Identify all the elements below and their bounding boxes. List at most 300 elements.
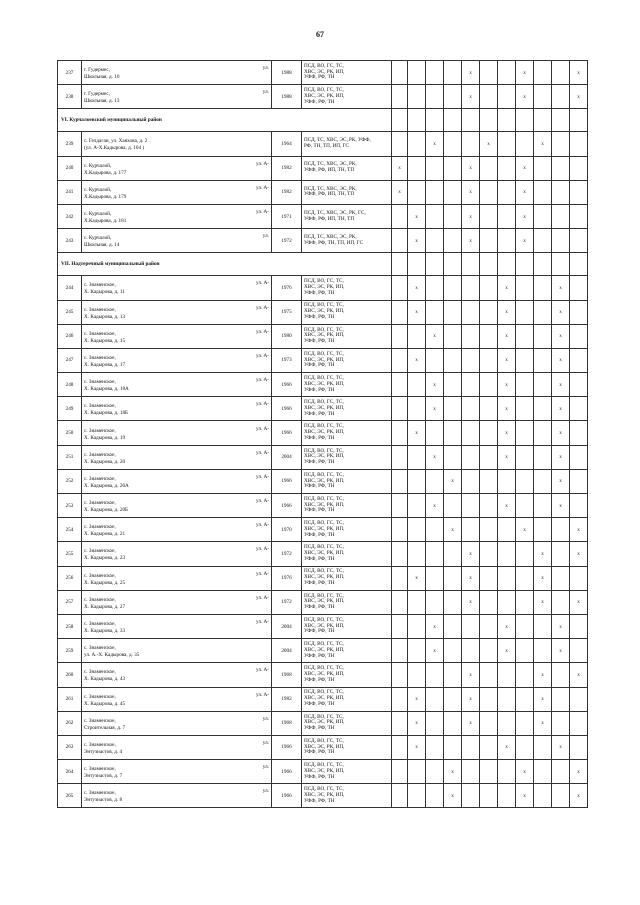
works-line: ХВС, ЭС, РК, ИП, — [304, 308, 345, 315]
build-year: 1976 — [272, 276, 302, 300]
year-mark-cell — [534, 276, 552, 300]
address-line-2: Энтузиастов, д. 7 — [84, 773, 123, 780]
year-mark-cell — [462, 397, 480, 421]
year-mark-cell — [498, 204, 516, 228]
address-cell — [82, 590, 272, 614]
year-mark-cell — [426, 204, 444, 228]
year-mark-cell: х — [534, 711, 552, 735]
year-mark-cell — [480, 204, 498, 228]
works-line: УФФ, РФ, ТН — [304, 386, 335, 393]
year-mark-cell — [408, 85, 426, 109]
address-line-2: Х. Кадырова, д. 20А — [84, 482, 129, 489]
year-mark-cell — [516, 542, 534, 566]
works-line: УФФ, РФ, ТН — [304, 362, 335, 369]
year-mark-cell — [444, 590, 462, 614]
empty-cell — [408, 109, 426, 132]
year-mark-cell: х — [462, 180, 480, 204]
year-mark-cell — [552, 156, 570, 180]
year-mark-cell — [408, 156, 426, 180]
year-mark-cell: х — [516, 85, 534, 109]
street-type: ул. А- — [255, 619, 269, 626]
table-row — [58, 687, 588, 711]
year-mark-cell: х — [552, 735, 570, 759]
empty-cell — [392, 253, 408, 276]
address — [82, 615, 271, 638]
empty-cell — [552, 109, 570, 132]
works-list — [302, 276, 392, 300]
year-mark-cell — [444, 132, 462, 156]
works-line: ПСД, ВО, ГС, ТС, — [304, 520, 344, 527]
works-line: ПСД, ВО, ГС, ТС, — [304, 423, 344, 430]
works-line: ХВС, ЭС, РК, ИП, — [304, 550, 345, 557]
address-cell — [82, 324, 272, 348]
year-mark-cell — [444, 542, 462, 566]
works-line: ПСД, ВО, ГС, ТС, — [304, 641, 344, 648]
year-mark-cell: х — [426, 373, 444, 397]
table-row — [58, 324, 588, 348]
street-type: ул. А- — [255, 280, 269, 287]
section-header-row — [58, 253, 588, 276]
year-mark-cell: х — [462, 61, 480, 85]
empty-cell — [444, 109, 462, 132]
address — [82, 61, 271, 84]
address-cell — [82, 180, 272, 204]
table-row — [58, 784, 588, 808]
street-type: ул. А- — [255, 425, 269, 432]
works-list — [302, 300, 392, 324]
build-year: 2004 — [272, 639, 302, 663]
year-mark-cell — [392, 61, 408, 85]
year-mark-cell — [534, 784, 552, 808]
year-mark-cell: х — [462, 590, 480, 614]
year-mark-cell: х — [516, 204, 534, 228]
year-mark-cell — [552, 180, 570, 204]
table-row — [58, 156, 588, 180]
year-mark-cell — [392, 614, 408, 638]
works-list — [302, 663, 392, 687]
year-mark-cell: х — [408, 229, 426, 253]
year-mark-cell: х — [498, 276, 516, 300]
year-mark-cell — [552, 784, 570, 808]
row-number: 262 — [58, 711, 82, 735]
year-mark-cell — [516, 711, 534, 735]
year-mark-cell — [462, 300, 480, 324]
row-number: 237 — [58, 61, 82, 85]
works-line: ПСД, ВО, ГС, ТС, — [304, 350, 344, 357]
year-mark-cell — [426, 61, 444, 85]
year-mark-cell — [444, 373, 462, 397]
address-line-1: с. Курчалой, — [84, 211, 112, 218]
year-mark-cell — [552, 590, 570, 614]
build-year: 1966 — [272, 421, 302, 445]
year-mark-cell — [534, 469, 552, 493]
table-row — [58, 663, 588, 687]
street-type: ул. А- — [255, 352, 269, 359]
address — [82, 446, 271, 469]
address-line-2: Х.Кадырова, д. 179 — [84, 193, 127, 200]
year-mark-cell — [552, 229, 570, 253]
works-line: ХВС, ЭС, РК, ИП, — [304, 671, 345, 677]
year-mark-cell: х — [426, 132, 444, 156]
works-line: ХВС, ЭС, РК, ИП, — [304, 68, 345, 75]
year-mark-cell: х — [444, 784, 462, 808]
year-mark-cell — [462, 784, 480, 808]
year-mark-cell — [408, 590, 426, 614]
works-list — [302, 687, 392, 711]
year-mark-cell — [480, 397, 498, 421]
year-mark-cell: х — [408, 421, 426, 445]
year-mark-cell — [480, 85, 498, 109]
address-line-1: с. Знаменское, — [84, 717, 116, 724]
build-year: 1966 — [272, 397, 302, 421]
year-mark-cell — [392, 132, 408, 156]
address-line-2: Школьная, д. 10 — [84, 74, 120, 81]
build-year: 1966 — [272, 373, 302, 397]
year-mark-cell — [570, 687, 588, 711]
year-mark-cell — [444, 348, 462, 372]
year-mark-cell — [444, 494, 462, 518]
address-cell — [82, 760, 272, 784]
year-mark-cell: х — [516, 760, 534, 784]
year-mark-cell — [444, 85, 462, 109]
row-number: 239 — [58, 132, 82, 156]
works-line: ПСД, ВО, ГС, ТС, — [304, 737, 344, 744]
year-mark-cell — [408, 397, 426, 421]
works-line: ПСД, ТС, ХВС, ЭС, РК, УФФ, — [304, 137, 371, 144]
row-number: 238 — [58, 85, 82, 109]
address-cell — [82, 373, 272, 397]
build-year: 1976 — [272, 566, 302, 590]
works-list — [302, 61, 392, 85]
works-line: УФФ, РФ, ТН — [304, 434, 335, 441]
address — [82, 132, 271, 155]
year-mark-cell: х — [462, 711, 480, 735]
works-line: ХВС, ЭС, РК, ИП, — [304, 622, 345, 629]
works-line: УФФ, РФ, ТН — [304, 410, 335, 417]
works-line: ПСД, ВО, ГС, ТС, — [304, 713, 344, 720]
address-line-1: с. Знаменское, — [84, 790, 116, 797]
year-mark-cell — [392, 687, 408, 711]
street-type: ул. А- — [255, 304, 269, 311]
year-mark-cell — [426, 421, 444, 445]
year-mark-cell — [426, 469, 444, 493]
street-type: ул. А- — [255, 691, 269, 698]
works-line: УФФ, РФ, ТН — [304, 338, 335, 345]
address-line-1: с. Знаменское, — [84, 572, 116, 579]
year-mark-cell: х — [408, 711, 426, 735]
year-mark-cell — [552, 61, 570, 85]
address-line-2: Х. Кадырова, д. 19 — [84, 434, 126, 441]
address — [82, 663, 271, 686]
empty-cell — [480, 253, 498, 276]
row-number: 250 — [58, 421, 82, 445]
year-mark-cell — [480, 421, 498, 445]
year-mark-cell — [552, 518, 570, 542]
empty-cell — [570, 109, 588, 132]
year-mark-cell: х — [552, 639, 570, 663]
build-year: 1972 — [272, 229, 302, 253]
address — [82, 494, 271, 517]
year-mark-cell — [408, 663, 426, 687]
year-mark-cell — [480, 348, 498, 372]
table-row — [58, 300, 588, 324]
empty-cell — [408, 253, 426, 276]
address-line-2: Энтузиастов, д. 8 — [84, 797, 123, 804]
works-line: УФФ, РФ, ТН — [304, 628, 335, 635]
year-mark-cell — [444, 614, 462, 638]
year-mark-cell: х — [392, 156, 408, 180]
year-mark-cell — [552, 760, 570, 784]
works-line: ХВС, ЭС, РК, ИП, — [304, 598, 345, 605]
build-year: 1980 — [272, 324, 302, 348]
row-number: 264 — [58, 760, 82, 784]
year-mark-cell: х — [498, 614, 516, 638]
address-cell — [82, 85, 272, 109]
empty-cell — [516, 109, 534, 132]
works-line: ХВС, ЭС, РК, ИП, — [304, 356, 345, 363]
table-row — [58, 711, 588, 735]
year-mark-cell — [462, 639, 480, 663]
works-line: ПСД, ВО, ГС, ТС, — [304, 568, 344, 575]
table-row — [58, 760, 588, 784]
year-mark-cell — [392, 639, 408, 663]
address-line-1: с. Знаменское, — [84, 354, 116, 361]
year-mark-cell — [408, 132, 426, 156]
build-year: 1966 — [272, 760, 302, 784]
row-number: 241 — [58, 180, 82, 204]
year-mark-cell: х — [516, 784, 534, 808]
street-type: ул. А- — [255, 377, 269, 384]
year-mark-cell: х — [552, 421, 570, 445]
works-list — [302, 445, 392, 469]
address-cell — [82, 687, 272, 711]
year-mark-cell — [408, 542, 426, 566]
year-mark-cell: х — [552, 324, 570, 348]
row-number: 243 — [58, 229, 82, 253]
year-mark-cell — [534, 735, 552, 759]
year-mark-cell — [462, 421, 480, 445]
year-mark-cell — [570, 639, 588, 663]
address — [82, 542, 271, 565]
address — [82, 518, 271, 541]
works-list — [302, 204, 392, 228]
year-mark-cell: х — [462, 204, 480, 228]
page-number: 67 — [316, 30, 324, 39]
year-mark-cell: х — [408, 300, 426, 324]
year-mark-cell — [426, 348, 444, 372]
row-number: 242 — [58, 204, 82, 228]
year-mark-cell — [408, 469, 426, 493]
street-type: ул. А- — [255, 209, 269, 216]
year-mark-cell — [392, 229, 408, 253]
row-number: 248 — [58, 373, 82, 397]
address-line-2: Х. Кадырова, д. 33 — [84, 628, 126, 635]
row-number: 258 — [58, 614, 82, 638]
year-mark-cell — [498, 784, 516, 808]
address-line-1: с. Знаменское, — [84, 427, 116, 434]
year-mark-cell: х — [444, 518, 462, 542]
address-line-1: с. Знаменское, — [84, 669, 116, 676]
year-mark-cell: х — [480, 132, 498, 156]
address-line-2: Х. Кадырова, д. 25 — [84, 579, 126, 586]
address-line-1: с. Знаменское, — [84, 475, 116, 482]
year-mark-cell — [462, 614, 480, 638]
build-year: 1968 — [272, 711, 302, 735]
address-line-2: Х.Кадырова, д. 177 — [84, 169, 127, 176]
address-line-2: Строительная, д. 7 — [84, 724, 126, 731]
year-mark-cell — [462, 348, 480, 372]
year-mark-cell: х — [570, 760, 588, 784]
year-mark-cell — [392, 324, 408, 348]
works-line: УФФ, РФ, ИП, ТН, ТП — [304, 215, 355, 222]
street-type: ул. А- — [255, 498, 269, 505]
year-mark-cell — [534, 229, 552, 253]
address-cell — [82, 518, 272, 542]
street-type: ул. А- — [255, 328, 269, 335]
year-mark-cell: х — [570, 590, 588, 614]
row-number: 245 — [58, 300, 82, 324]
address-cell — [82, 566, 272, 590]
year-mark-cell — [570, 229, 588, 253]
year-mark-cell — [570, 324, 588, 348]
address-line-2: Х.Кадырова, д. 181 — [84, 218, 127, 225]
address-line-2: Энтузиастов, д. 4 — [84, 748, 123, 755]
year-mark-cell: х — [552, 614, 570, 638]
section-title: VII. Надтеречный муниципальный район — [58, 253, 392, 276]
empty-cell — [516, 253, 534, 276]
year-mark-cell — [534, 614, 552, 638]
year-mark-cell — [408, 373, 426, 397]
address-line-2: Х. Кадырова, д. 15 — [84, 337, 126, 344]
empty-cell — [498, 109, 516, 132]
year-mark-cell: х — [462, 687, 480, 711]
address — [82, 688, 271, 711]
table-row — [58, 348, 588, 372]
year-mark-cell — [480, 711, 498, 735]
works-list — [302, 397, 392, 421]
year-mark-cell — [516, 663, 534, 687]
year-mark-cell — [444, 156, 462, 180]
address — [82, 784, 271, 807]
year-mark-cell — [570, 132, 588, 156]
address — [82, 760, 271, 783]
year-mark-cell — [444, 639, 462, 663]
address-line-2: (ул. А-Х.Кадырова, д. 104 ) — [84, 145, 145, 152]
address-line-2: ул. А.-Х. Кадырова, д. 35 — [84, 652, 140, 659]
works-line: ХВС, ЭС, РК, ИП, — [304, 501, 345, 508]
street-type: ул. А- — [255, 473, 269, 480]
build-year: 1982 — [272, 687, 302, 711]
works-list — [302, 324, 392, 348]
year-mark-cell: х — [552, 348, 570, 372]
year-mark-cell — [516, 132, 534, 156]
year-mark-cell — [516, 373, 534, 397]
year-mark-cell: х — [426, 494, 444, 518]
year-mark-cell — [516, 324, 534, 348]
table-row — [58, 542, 588, 566]
works-list — [302, 614, 392, 638]
address — [82, 736, 271, 759]
address-line-2: Х. Кадырова, д. 23 — [84, 555, 126, 562]
empty-cell — [426, 109, 444, 132]
works-list — [302, 518, 392, 542]
build-year: 1982 — [272, 156, 302, 180]
address-line-2: Х. Кадырова, д. 45 — [84, 700, 126, 707]
works-line: ПСД, ВО, ГС, ТС, — [304, 689, 344, 696]
section-title: VI. Курчалоевский муниципальный район — [58, 109, 392, 132]
row-number: 259 — [58, 639, 82, 663]
year-mark-cell: х — [552, 276, 570, 300]
address — [82, 397, 271, 420]
year-mark-cell — [480, 300, 498, 324]
year-mark-cell — [498, 542, 516, 566]
build-year: 1972 — [272, 542, 302, 566]
row-number: 257 — [58, 590, 82, 614]
year-mark-cell — [516, 276, 534, 300]
address — [82, 373, 271, 396]
address — [82, 712, 271, 735]
empty-cell — [570, 253, 588, 276]
year-mark-cell — [392, 760, 408, 784]
table-row — [58, 276, 588, 300]
year-mark-cell: х — [570, 61, 588, 85]
works-line: УФФ, РФ, ТН — [304, 725, 335, 732]
year-mark-cell — [516, 566, 534, 590]
year-mark-cell — [498, 156, 516, 180]
empty-cell — [444, 253, 462, 276]
year-mark-cell — [444, 735, 462, 759]
works-list — [302, 132, 392, 156]
year-mark-cell — [498, 687, 516, 711]
year-mark-cell — [426, 711, 444, 735]
year-mark-cell: х — [462, 542, 480, 566]
address-line-2: Х. Кадырова, д. 18А — [84, 386, 129, 393]
row-number: 260 — [58, 663, 82, 687]
works-line: ПСД, ВО, ГС, ТС, — [304, 326, 344, 333]
year-mark-cell: х — [444, 469, 462, 493]
works-line: ХВС, ЭС, РК, ИП, — [304, 453, 345, 460]
year-mark-cell: х — [570, 85, 588, 109]
year-mark-cell — [516, 494, 534, 518]
year-mark-cell — [444, 445, 462, 469]
works-line: РФ, ТН, ТП, ИП, ГС — [304, 142, 349, 149]
year-mark-cell — [392, 421, 408, 445]
year-mark-cell — [570, 276, 588, 300]
year-mark-cell: х — [516, 180, 534, 204]
year-mark-cell — [444, 711, 462, 735]
year-mark-cell — [534, 348, 552, 372]
build-year: 1982 — [272, 180, 302, 204]
address-line-1: с. Знаменское, — [84, 451, 116, 458]
street-type: ул. А- — [255, 570, 269, 577]
works-line: УФФ, РФ, ТН — [304, 555, 335, 562]
year-mark-cell — [426, 180, 444, 204]
year-mark-cell — [426, 566, 444, 590]
address-line-1: с. Знаменское, — [84, 330, 116, 337]
year-mark-cell — [444, 180, 462, 204]
address-line-2: Х. Кадырова, д. 11 — [84, 289, 125, 296]
year-mark-cell — [444, 566, 462, 590]
year-mark-cell — [426, 229, 444, 253]
address — [82, 276, 271, 299]
works-line: УФФ, РФ, ТН — [304, 483, 335, 490]
works-list — [302, 735, 392, 759]
works-line: ПСД, ТС, ХВС, ЭС, РК, — [304, 185, 357, 192]
address-line-2: Х. Кадырова, д. 13 — [84, 313, 126, 320]
year-mark-cell — [444, 687, 462, 711]
works-line: ПСД, ВО, ГС, ТС, — [304, 399, 344, 406]
works-line: ХВС, ЭС, РК, ИП, — [304, 284, 345, 290]
